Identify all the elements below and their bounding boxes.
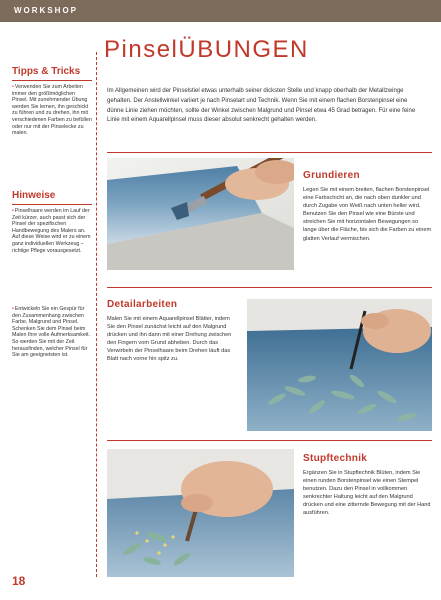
photo-stupftechnik xyxy=(107,449,294,577)
intro-text: Im Allgemeinen wird der Pinselstiel etwas unterhalb seiner dicksten Stelle und knapp oberhalb der Metallzwinge gehalten. Der Anstellwinkel variiert je nach Pinselart und Technik. Wenn Sie mit einem flachen Borstenpinsel eine dünne Linie ziehen möchten, sollte der Winkel zwischen Malgrund und Pinsel etwa 45 Grad betragen. Für eine feine Linie mit einem Aquarellpinsel muss dieser absolut senkrecht gehalten werden. xyxy=(107,88,416,124)
tip-text: Verwenden Sie zum Arbeiten immer den größtmöglichen Pinsel. Mit zunehmender Übung werden Sie lernen, ihn geschickt zu führen und zu drehen, ihn mit verschiedenen Farben zu befüllen oder nur mit der Pinselecke zu malen. xyxy=(12,84,92,137)
hint-text-1: Pinselhaare werden im Lauf der Zeit kürzer, auch passt sich der Pinsel der spezifischen Handbewegung des Malers an. Auf diese Weise wird er zu einem ganz individuellen Werkzeug – richtige Pflege vorausgesetzt. xyxy=(12,208,91,254)
hints-heading: Hinweise xyxy=(12,190,56,201)
tip-item xyxy=(12,84,92,137)
photo-detailarbeiten-illustration xyxy=(247,299,432,431)
hint-item xyxy=(12,306,92,359)
hint-text-2: Entwickeln Sie ein Gespür für den Zusammenhang zwischen Farbe, Malgrund und Pinsel. Schenken Sie dem Pinsel beim Malen Ihre volle Aufmerksamkeit. So werden Sie mit der Zeit herausfinden, welcher Pinsel für Sie am geeignetsten ist. xyxy=(12,306,91,359)
section-text-stupftechnik: Ergänzen Sie in Stupftechnik Blüten, indem Sie einen runden Borstenpinsel wie einen Stempel benutzen. Dazu den Pinsel in vollkommen senkrechter Haltung leicht auf den Malgrund drücken und eine zitternde Bewegung mit der Hand ausführen. xyxy=(303,470,431,517)
page-number: 18 xyxy=(12,574,26,588)
section-heading-detailarbeiten: Detailarbeiten xyxy=(107,299,178,310)
header-label: WORKSHOP xyxy=(14,6,78,15)
section-heading-stupftechnik: Stupftechnik xyxy=(303,453,368,464)
hints-rule xyxy=(12,204,92,205)
bullet-icon: • xyxy=(12,84,14,90)
bullet-icon: • xyxy=(12,306,14,312)
photo-grundieren xyxy=(107,158,294,270)
section-rule xyxy=(107,152,432,153)
section-text-grundieren: Legen Sie mit einem breiten, flachen Borstenpinsel eine Farbschicht an, die nach oben dunkler und durch Zugabe von Weiß nach unten heller wird. Benutzen Sie den Pinsel wie eine Bürste und streichen Sie mit horizontalen Bewegungen so lange über die Fläche, bis sich die Farben zu einem glatten Verlauf vermischen. xyxy=(303,187,432,242)
page-title: PinselÜBUNGEN xyxy=(104,36,309,63)
photo-grundieren-illustration xyxy=(107,158,294,270)
section-rule xyxy=(107,287,432,288)
tips-rule xyxy=(12,80,92,81)
section-heading-grundieren: Grundieren xyxy=(303,170,360,181)
section-text-detailarbeiten: Malen Sie mit einem Aquarellpinsel Blätter, indem Sie den Pinsel zunächst leicht auf den Malgrund drücken und ihn dann mit einer Drehung zwischen den Fingern vom Grund abheben. Durch das Verwirbeln der Pinselhaare beim Drehen läuft das Blatt nach vorne hin spitz zu. xyxy=(107,316,232,363)
bullet-icon: • xyxy=(12,208,14,214)
hint-item xyxy=(12,208,92,254)
photo-stupftechnik-illustration xyxy=(107,449,294,577)
photo-detailarbeiten xyxy=(247,299,432,431)
column-divider xyxy=(96,52,97,577)
section-rule xyxy=(107,440,432,441)
tips-heading: Tipps & Tricks xyxy=(12,66,81,77)
